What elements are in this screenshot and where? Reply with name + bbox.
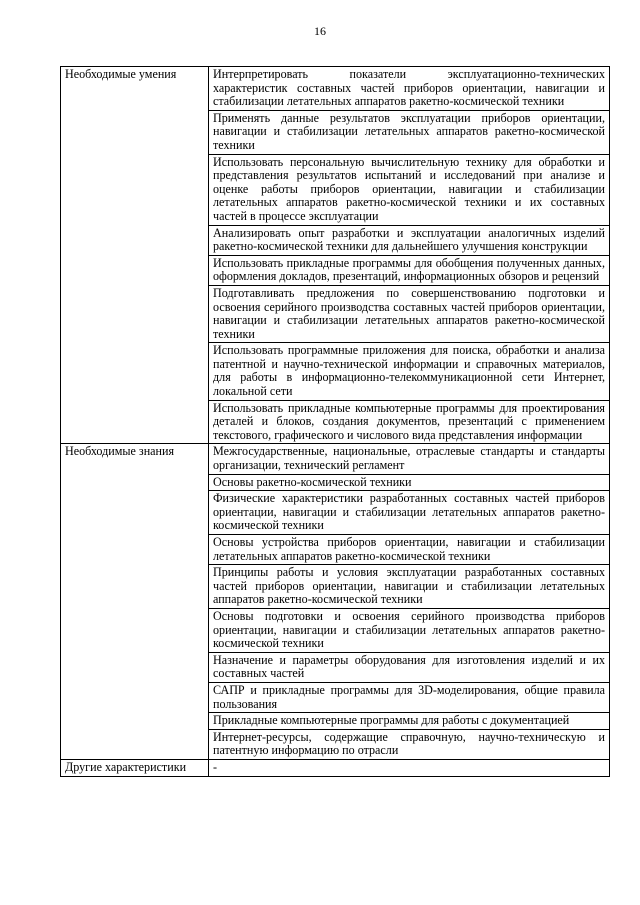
competency-table [60,66,610,777]
other-item: - [209,759,610,776]
knowledge-item: САПР и прикладные программы для 3D-моделирования, общие правила пользования [209,682,610,712]
knowledge-item: Основы подготовки и освоения серийного производства приборов ориентации, навигации и стабилизации летательных аппаратов ракетно-космической техники [209,608,610,652]
table-row [61,67,610,111]
skill-item: Анализировать опыт разработки и эксплуатации аналогичных изделий ракетно-космической техники для дальнейшего улучшения конструкции [209,225,610,255]
section-label-knowledge: Необходимые знания [61,444,209,759]
table-row [61,444,610,474]
knowledge-item: Интернет-ресурсы, содержащие справочную, научно-техническую и патентную информацию по отрасли [209,729,610,759]
table-row [61,759,610,776]
skill-item: Использовать прикладные программы для обобщения полученных данных, оформления докладов, презентаций, информационных обзоров и рецензий [209,255,610,285]
knowledge-item: Назначение и параметры оборудования для изготовления изделий и их составных частей [209,652,610,682]
page-number: 16 [314,24,326,38]
skill-item: Интерпретировать показатели эксплуатационно-технических характеристик составных частей приборов ориентации, навигации и стабилизации летательных аппаратов ракетно-космической техники [209,67,610,111]
knowledge-item: Принципы работы и условия эксплуатации разработанных составных частей приборов ориентации, навигации и стабилизации летательных аппаратов ракетно-космической техники [209,565,610,609]
section-label-other: Другие характеристики [61,759,209,776]
knowledge-item: Прикладные компьютерные программы для работы с документацией [209,713,610,730]
knowledge-item: Межгосударственные, национальные, отраслевые стандарты и стандарты организации, технический регламент [209,444,610,474]
knowledge-item: Основы ракетно-космической техники [209,474,610,491]
skill-item: Применять данные результатов эксплуатации приборов ориентации, навигации и стабилизации летательных аппаратов ракетно-космической техники [209,110,610,154]
knowledge-item: Физические характеристики разработанных составных частей приборов ориентации, навигации и стабилизации летательных аппаратов ракетно-космической техники [209,491,610,535]
skill-item: Использовать программные приложения для поиска, обработки и анализа патентной и научно-технической информации и справочных материалов, для работы в информационно-телекоммуникационной сети Интернет, локальной сети [209,343,610,400]
skill-item: Подготавливать предложения по совершенствованию подготовки и освоения серийного производства составных частей приборов ориентации, навигации и стабилизации летательных аппаратов ракетно-космической техники [209,285,610,342]
skill-item: Использовать персональную вычислительную технику для обработки и представления результатов испытаний и исследований при анализе и оценке работы приборов ориентации, навигации и стабилизации летательных аппаратов ракетно-космической техники и их составных частей в процессе эксплуатации [209,154,610,225]
knowledge-item: Основы устройства приборов ориентации, навигации и стабилизации летательных аппаратов ракетно-космической техники [209,535,610,565]
section-label-skills: Необходимые умения [61,67,209,444]
skill-item: Использовать прикладные компьютерные программы для проектирования деталей и блоков, создания документов, презентаций с применением текстового, графического и числового вида представления информации [209,400,610,444]
